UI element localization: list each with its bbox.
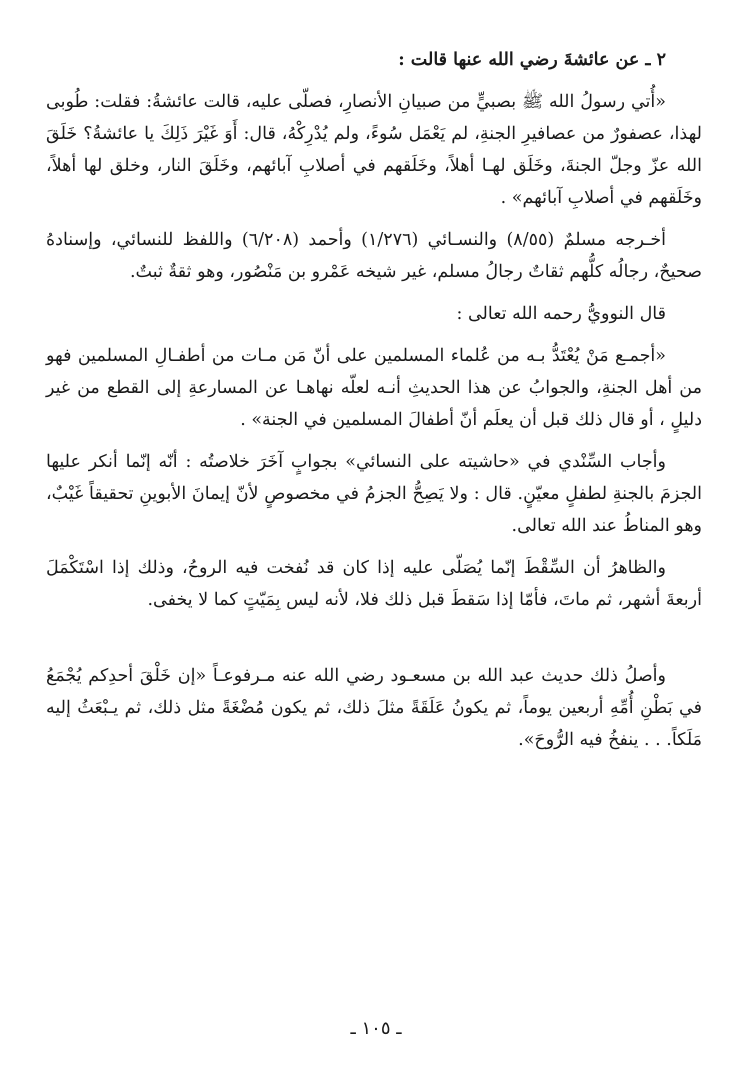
- page-body: [46, 44, 702, 756]
- hadith-text: «أُتي رسولُ الله ﷺ بصبيٍّ من صبيانِ الأنصارِ، فصلّى عليه، قالت عائشةُ: فقلت: طُوبى لهذا، عصفورٌ من عصافيرِ الجنةِ، لم يَعْمَل سُوءً، ولم يُدْرِكْهُ، قال: أَوَ غَيْرَ ذَلِكَ يا عائشةُ؟ خَلَقَ الله عزّ وجلّ الجنةَ، وخَلَق لهـا أهلاً، وخَلَقهم في أصلابِ آبائهم، وخَلَقَ النار، وخلق لها أهلاً، وخَلَقهم في أصلابِ آبائهم» .: [46, 92, 702, 208]
- ibn-masud-paragraph: وأصلُ ذلك حديث عبد الله بن مسعـود رضي الله عنه مـرفوعـاً «إن خَلْقَ أحدِكم يُجْمَعُ في بَطْنِ أُمِّهِ أربعين يوماً، ثم يكونُ عَلَقَةً مثلَ ذلك، ثم يكون مُضْغَةً مثل ذلك، ثم يـبْعَثُ إليه مَلَكاً. . . ينفخُ فيه الرُّوحَ».: [46, 666, 702, 750]
- takhrij-paragraph: أخـرجه مسلمٌ (٨/٥٥) والنسـائي (١/٢٧٦) وأحمد (٦/٢٠٨) واللفظ للنسائي، وإسنادهُ صحيحٌ، رجالُه كلُّهم ثقاتٌ رجالُ مسلم، غير شيخه عَمْرو بن مَنْصُور، وهو ثقةٌ ثبتٌ.: [46, 230, 702, 282]
- sindi-paragraph: وأجاب السِّنْدي في «حاشيته على النسائي» بجوابٍ آخَرَ خلاصتُه : أنّه إنّما أنكر عليها الجزمَ بالجنةِ لطفلٍ معيّنٍ. قال : ولا يَصِحُّ الجزمُ في مخصوصٍ لأنّ إيمانَ الأبوينِ تحقيقاً غَيْبٌ، وهو المناطُ عند الله تعالى.: [46, 452, 702, 536]
- nawawi-intro: قال النوويُّ رحمه الله تعالى :: [456, 304, 666, 324]
- nawawi-quote: «أجمـع مَنْ يُعْتَدُّ بـه من عُلماء المسلمين على أنّ مَن مـات من أطفـالِ المسلمين فهو من أهل الجنةِ، والجوابُ عن هذا الحديثِ أنـه لعلّه نهاهـا عن المسارعةِ إلى القطع من غير دليلٍ ، أو قال ذلك قبل أن يعلَم أنّ أطفالَ المسلمين في الجنة» .: [46, 346, 702, 430]
- siqt-paragraph: والظاهرُ أن السِّقْطَ إنّما يُصَلّى عليه إذا كان قد نُفخت فيه الروحُ، وذلك إذا اسْتَكْمَلَ أربعةَ أشهر، ثم ماتَ، فأمّا إذا سَقطَ قبل ذلك فلا، لأنه ليس بِمَيّتٍ كما لا يخفى.: [46, 558, 702, 610]
- page-number: ـ ١٠٥ ـ: [350, 1018, 402, 1039]
- hadith-heading: ٢ ـ عن عائشةَ رضي الله عنها قالت :: [398, 50, 666, 70]
